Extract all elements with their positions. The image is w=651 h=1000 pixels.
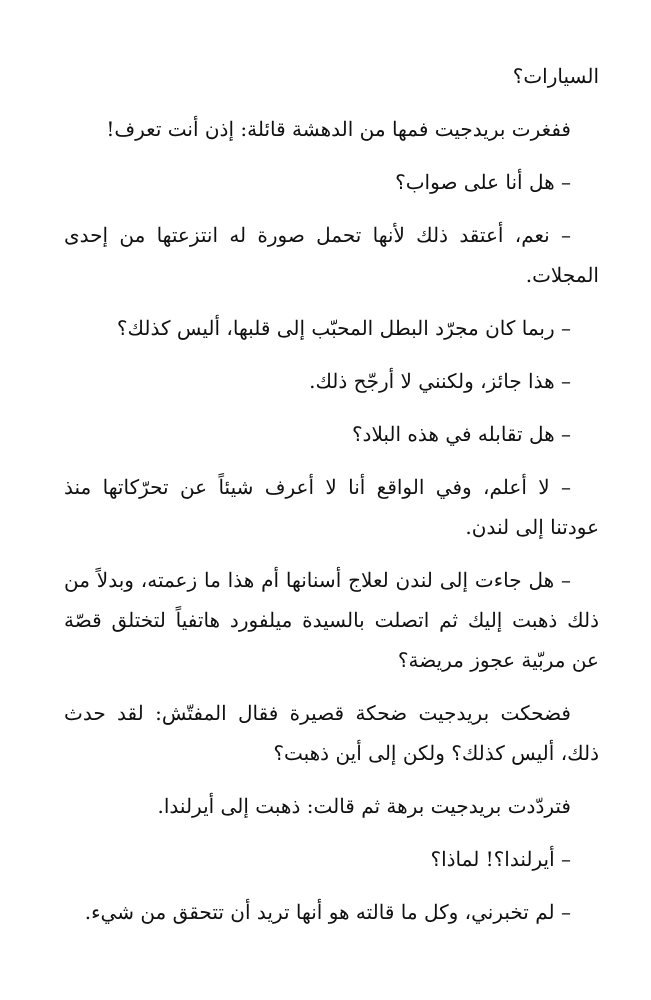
paragraph: – هذا جائز، ولكنني لا أرجّح ذلك. [309, 369, 571, 393]
paragraph: – نعم، أعتقد ذلك لأنها تحمل صورة له انتزعتها من إحدى المجلات. [64, 223, 599, 287]
paragraph: – هل أنا على صواب؟ [395, 170, 571, 194]
paragraph: – لا أعلم، وفي الواقع أنا لا أعرف شيئاً عن تحرّكاتها منذ عودتنا إلى لندن. [64, 475, 599, 539]
page-text [64, 56, 599, 945]
paragraph: فضحكت بريدجيت ضحكة قصيرة فقال المفتّش: لقد حدث ذلك، أليس كذلك؟ ولكن إلى أين ذهبت؟ [64, 701, 599, 765]
paragraph: – لم تخبرني، وكل ما قالته هو أنها تريد أن تتحقق من شيء. [84, 900, 571, 924]
paragraph: ففغرت بريدجيت فمها من الدهشة قائلة: إذن أنت تعرف! [106, 117, 571, 141]
paragraph: – أيرلندا؟! لماذا؟ [430, 847, 571, 871]
paragraph: فتردّدت بريدجيت برهة ثم قالت: ذهبت إلى أيرلندا. [157, 794, 571, 818]
paragraph: – ربما كان مجرّد البطل المحبّب إلى قلبها، أليس كذلك؟ [116, 316, 571, 340]
paragraph: – هل تقابله في هذه البلاد؟ [351, 422, 571, 446]
continued-paragraph: السيارات؟ [512, 64, 599, 88]
paragraph: – هل جاءت إلى لندن لعلاج أسنانها أم هذا ما زعمته، وبدلاً من ذلك ذهبت إليك ثم اتصلت بالسيدة ميلفورد هاتفياً لتختلق قصّة عن مربّية عجوز مريضة؟ [64, 568, 599, 672]
